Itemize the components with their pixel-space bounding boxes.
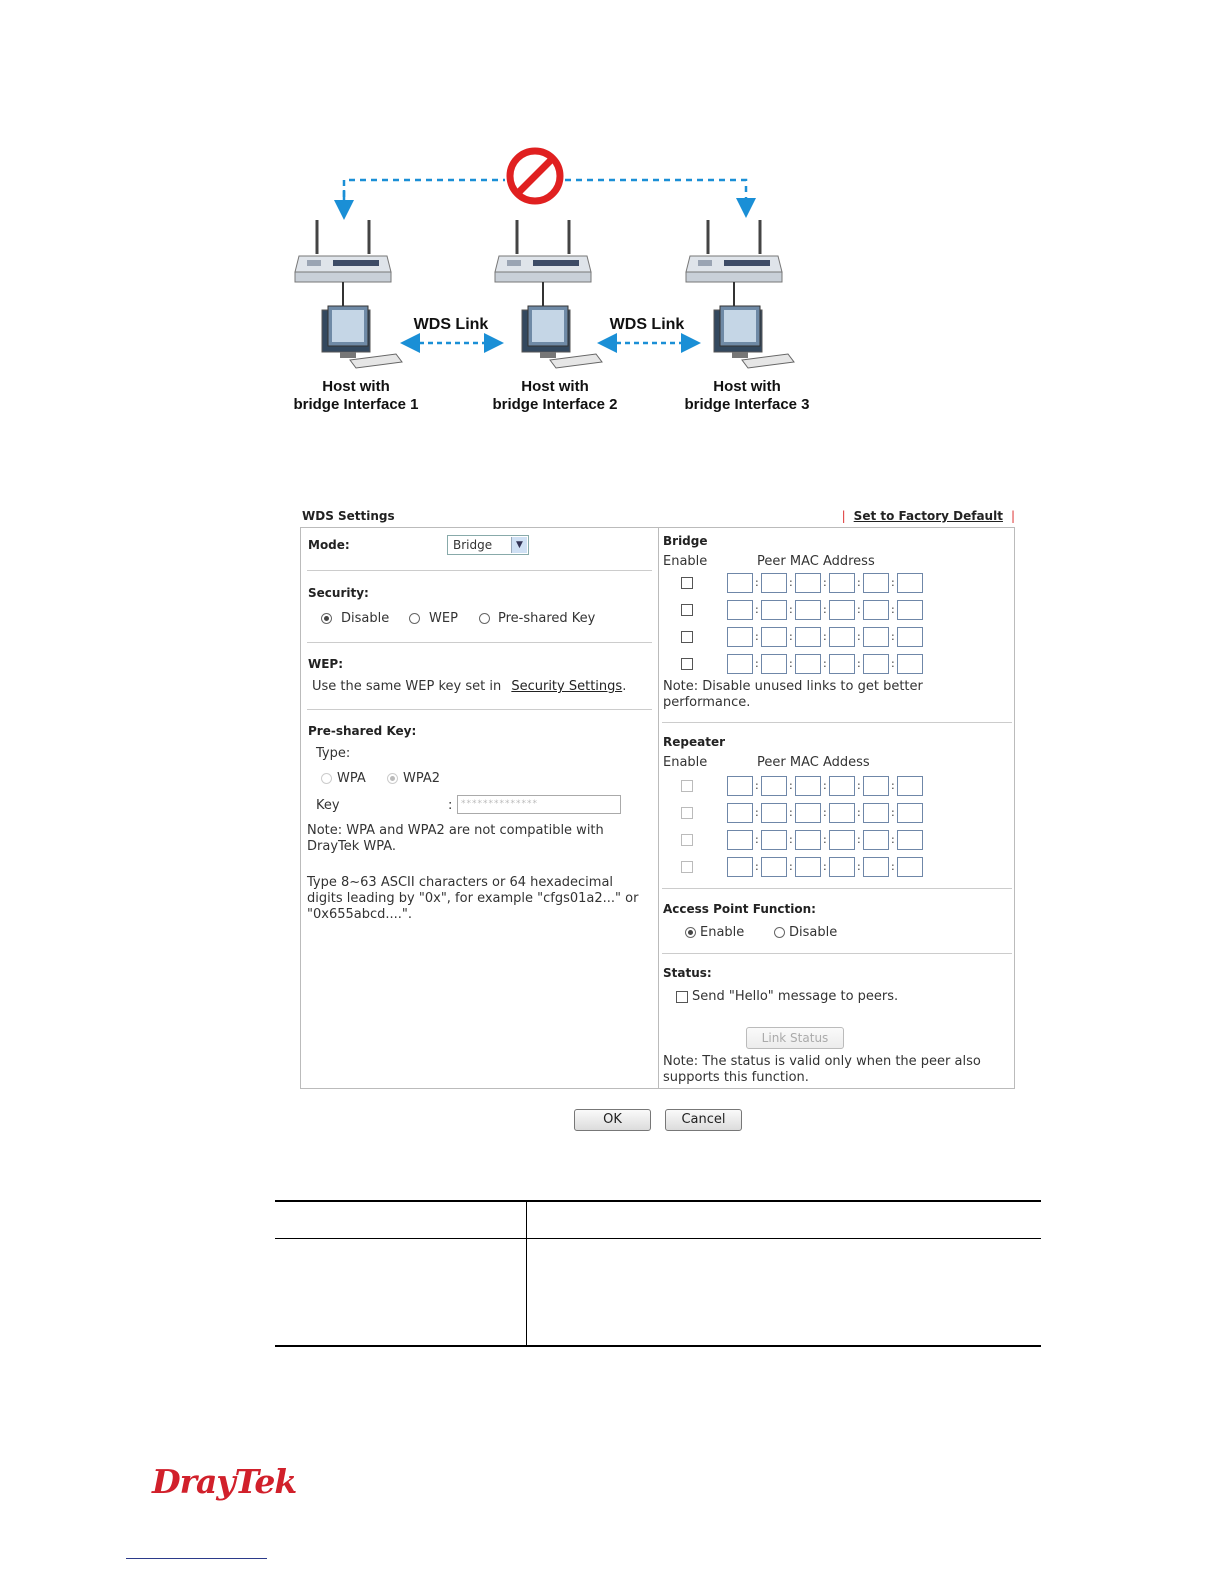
repeater-mac-octet-input[interactable]: [727, 776, 753, 796]
blocked-link-line: [344, 180, 746, 208]
mac-separator: :: [789, 860, 793, 873]
mac-separator: :: [755, 806, 759, 819]
bridge-mac-octet-input[interactable]: [727, 573, 753, 593]
table-bottom-rule: [275, 1345, 1041, 1347]
repeater-mac-octet-input[interactable]: [761, 803, 787, 823]
mac-separator: :: [789, 630, 793, 643]
bridge-mac-octet-input[interactable]: [761, 600, 787, 620]
computer-icon: [522, 306, 602, 368]
security-settings-link[interactable]: Security Settings: [511, 679, 623, 694]
mac-separator: :: [823, 779, 827, 792]
ap-disable-radio[interactable]: [774, 927, 785, 938]
repeater-mac-octet-input[interactable]: [829, 857, 855, 877]
repeater-enable-checkbox[interactable]: [681, 807, 693, 819]
mac-separator: :: [789, 779, 793, 792]
type-wpa2-radio[interactable]: [387, 773, 398, 784]
footer-rule: [126, 1558, 267, 1559]
mac-separator: :: [857, 576, 861, 589]
wds-link-label: WDS Link: [413, 316, 489, 333]
type-wpa-label: WPA: [337, 771, 366, 786]
bridge-mac-octet-input[interactable]: [727, 627, 753, 647]
bridge-enable-header: Enable: [663, 554, 708, 569]
mac-separator: :: [891, 576, 895, 589]
repeater-mac-octet-input[interactable]: [897, 776, 923, 796]
wds-diagram: [270, 130, 870, 430]
mac-separator: :: [891, 860, 895, 873]
bridge-mac-octet-input[interactable]: [863, 654, 889, 674]
wep-text: [312, 679, 626, 694]
bridge-label: Bridge: [663, 534, 708, 548]
bridge-mac-octet-input[interactable]: [897, 600, 923, 620]
repeater-mac-octet-input[interactable]: [795, 776, 821, 796]
mac-separator: :: [823, 860, 827, 873]
type-wpa2-label: WPA2: [403, 771, 441, 786]
host-label-line: Host with: [713, 378, 781, 395]
bridge-mac-octet-input[interactable]: [829, 627, 855, 647]
mac-separator: :: [823, 630, 827, 643]
ok-button[interactable]: OK: [574, 1109, 651, 1131]
security-label: Security:: [308, 586, 369, 600]
mac-separator: :: [857, 779, 861, 792]
host-label-line: bridge Interface 1: [293, 396, 419, 413]
host-label-line: bridge Interface 2: [492, 396, 618, 413]
send-hello-checkbox[interactable]: [676, 991, 688, 1003]
panel-title: WDS Settings: [302, 509, 395, 523]
mac-separator: :: [755, 833, 759, 846]
bridge-mac-octet-input[interactable]: [761, 654, 787, 674]
mac-separator: :: [891, 603, 895, 616]
repeater-mac-octet-input[interactable]: [727, 830, 753, 850]
repeater-mac-octet-input[interactable]: [863, 830, 889, 850]
repeater-peer-header: Peer MAC Addess: [757, 755, 870, 770]
divider: [307, 642, 652, 643]
host-label-line: bridge Interface 3: [684, 396, 810, 413]
bridge-note: Note: Disable unused links to get better performance.: [663, 679, 923, 710]
mac-separator: :: [891, 779, 895, 792]
link-status-button[interactable]: Link Status: [746, 1027, 844, 1049]
ap-function-label: Access Point Function:: [663, 902, 816, 916]
mac-separator: :: [823, 833, 827, 846]
cancel-button[interactable]: Cancel: [665, 1109, 742, 1131]
bridge-mac-octet-input[interactable]: [727, 654, 753, 674]
wds-link-label: WDS Link: [609, 316, 685, 333]
mac-separator: :: [891, 806, 895, 819]
bridge-enable-checkbox[interactable]: [681, 604, 693, 616]
bridge-mac-octet-input[interactable]: [897, 627, 923, 647]
repeater-mac-octet-input[interactable]: [863, 803, 889, 823]
type-wpa-radio[interactable]: [321, 773, 332, 784]
repeater-mac-octet-input[interactable]: [727, 857, 753, 877]
mac-separator: :: [789, 833, 793, 846]
mac-separator: :: [857, 630, 861, 643]
mac-separator: :: [755, 860, 759, 873]
host-label-line: Host with: [322, 378, 390, 395]
description-table: [275, 1200, 1041, 1347]
repeater-mac-octet-input[interactable]: [795, 803, 821, 823]
mac-separator: :: [857, 806, 861, 819]
table-column-divider: [526, 1202, 527, 1345]
mac-separator: :: [857, 860, 861, 873]
mac-separator: :: [755, 630, 759, 643]
ap-enable-radio[interactable]: [685, 927, 696, 938]
security-wep-radio[interactable]: [409, 613, 420, 624]
table-header-rule: [275, 1238, 1041, 1239]
router-icon: [495, 220, 591, 312]
ap-disable-label: Disable: [789, 925, 838, 940]
bridge-mac-octet-input[interactable]: [829, 573, 855, 593]
bridge-enable-checkbox[interactable]: [681, 658, 693, 670]
ap-enable-label: Enable: [700, 925, 745, 940]
repeater-mac-octet-input[interactable]: [863, 857, 889, 877]
computer-icon: [714, 306, 794, 368]
bridge-enable-checkbox[interactable]: [681, 631, 693, 643]
mac-separator: :: [857, 833, 861, 846]
chevron-down-icon: ▼: [511, 537, 527, 553]
mac-separator: :: [755, 657, 759, 670]
mac-separator: :: [857, 657, 861, 670]
security-disable-label: Disable: [341, 611, 390, 626]
key-label: Key: [316, 798, 340, 813]
divider: [307, 709, 652, 710]
host-label-line: Host with: [521, 378, 589, 395]
factory-default-link-wrap: | Set to Factory Default |: [841, 509, 1015, 523]
bridge-mac-octet-input[interactable]: [863, 573, 889, 593]
mac-separator: :: [789, 576, 793, 589]
wep-text-period: .: [622, 679, 627, 694]
divider: [307, 570, 652, 571]
wds-settings-panel: [300, 507, 1017, 1091]
column-divider: [658, 528, 659, 1088]
router-icon: [295, 220, 391, 312]
bridge-mac-octet-input[interactable]: [829, 600, 855, 620]
divider: [662, 953, 1012, 954]
type-label: Type:: [316, 746, 351, 761]
prohibit-icon: [510, 151, 560, 201]
mac-separator: :: [755, 576, 759, 589]
bridge-mac-octet-input[interactable]: [897, 654, 923, 674]
bridge-enable-checkbox[interactable]: [681, 577, 693, 589]
security-psk-radio[interactable]: [479, 613, 490, 624]
bridge-mac-octet-input[interactable]: [795, 627, 821, 647]
bridge-mac-octet-input[interactable]: [761, 573, 787, 593]
mac-separator: :: [857, 603, 861, 616]
security-psk-label: Pre-shared Key: [498, 611, 596, 626]
repeater-mac-octet-input[interactable]: [761, 857, 787, 877]
bridge-mac-octet-input[interactable]: [795, 600, 821, 620]
repeater-enable-checkbox[interactable]: [681, 834, 693, 846]
send-hello-label: Send "Hello" message to peers.: [692, 989, 899, 1004]
status-label: Status:: [663, 966, 712, 980]
security-disable-radio[interactable]: [321, 613, 332, 624]
security-wep-label: WEP: [429, 611, 458, 626]
mac-separator: :: [823, 806, 827, 819]
mac-separator: :: [891, 630, 895, 643]
repeater-label: Repeater: [663, 735, 725, 749]
repeater-mac-octet-input[interactable]: [727, 803, 753, 823]
mac-separator: :: [789, 657, 793, 670]
bridge-mac-octet-input[interactable]: [863, 600, 889, 620]
bridge-mac-octet-input[interactable]: [897, 573, 923, 593]
computer-icon: [322, 306, 402, 368]
host-label-3: [662, 378, 832, 414]
repeater-mac-octet-input[interactable]: [863, 776, 889, 796]
repeater-mac-octet-input[interactable]: [829, 830, 855, 850]
host-label-1: [271, 378, 441, 414]
mac-separator: :: [823, 576, 827, 589]
wep-text-body: Use the same WEP key set in: [312, 679, 502, 694]
mac-separator: :: [823, 603, 827, 616]
repeater-enable-header: Enable: [663, 755, 708, 770]
router-icon: [686, 220, 782, 312]
key-colon: :: [448, 798, 453, 813]
psk-note-compat: Note: WPA and WPA2 are not compatible with DrayTek WPA.: [307, 823, 604, 854]
mac-separator: :: [789, 603, 793, 616]
bridge-mac-octet-input[interactable]: [761, 627, 787, 647]
repeater-mac-octet-input[interactable]: [897, 803, 923, 823]
bridge-mac-octet-input[interactable]: [829, 654, 855, 674]
repeater-mac-octet-input[interactable]: [795, 857, 821, 877]
bridge-mac-octet-input[interactable]: [795, 654, 821, 674]
repeater-mac-octet-input[interactable]: [761, 776, 787, 796]
repeater-mac-octet-input[interactable]: [829, 803, 855, 823]
mac-separator: :: [823, 657, 827, 670]
divider: [662, 888, 1012, 889]
mode-select[interactable]: [447, 535, 529, 555]
repeater-mac-octet-input[interactable]: [761, 830, 787, 850]
mac-separator: :: [755, 603, 759, 616]
host-label-2: [470, 378, 640, 414]
table-top-rule: [275, 1200, 1041, 1202]
divider: [662, 722, 1012, 723]
repeater-mac-octet-input[interactable]: [795, 830, 821, 850]
psk-note-format: Type 8~63 ASCII characters or 64 hexadecimal digits leading by "0x", for example "cfgs01a2..." or "0x655abcd....".: [307, 875, 639, 922]
status-note: Note: The status is valid only when the peer also supports this function.: [663, 1054, 981, 1085]
repeater-enable-checkbox[interactable]: [681, 861, 693, 873]
bridge-peer-header: Peer MAC Address: [757, 554, 875, 569]
repeater-enable-checkbox[interactable]: [681, 780, 693, 792]
wep-label: WEP:: [308, 657, 344, 671]
repeater-mac-octet-input[interactable]: [897, 857, 923, 877]
psk-label: Pre-shared Key:: [308, 724, 417, 738]
factory-default-link[interactable]: Set to Factory Default: [853, 509, 1003, 523]
mode-select-value: Bridge: [453, 538, 493, 552]
repeater-mac-octet-input[interactable]: [829, 776, 855, 796]
bridge-mac-octet-input[interactable]: [795, 573, 821, 593]
mode-label: Mode:: [308, 538, 350, 552]
bridge-mac-octet-input[interactable]: [727, 600, 753, 620]
repeater-mac-octet-input[interactable]: [897, 830, 923, 850]
mac-separator: :: [891, 657, 895, 670]
draytek-logo: DrayTek: [152, 1462, 297, 1501]
mac-separator: :: [755, 779, 759, 792]
bridge-mac-octet-input[interactable]: [863, 627, 889, 647]
settings-box: [300, 527, 1015, 1089]
mac-separator: :: [789, 806, 793, 819]
mac-separator: :: [891, 833, 895, 846]
key-input[interactable]: **************: [457, 795, 621, 814]
